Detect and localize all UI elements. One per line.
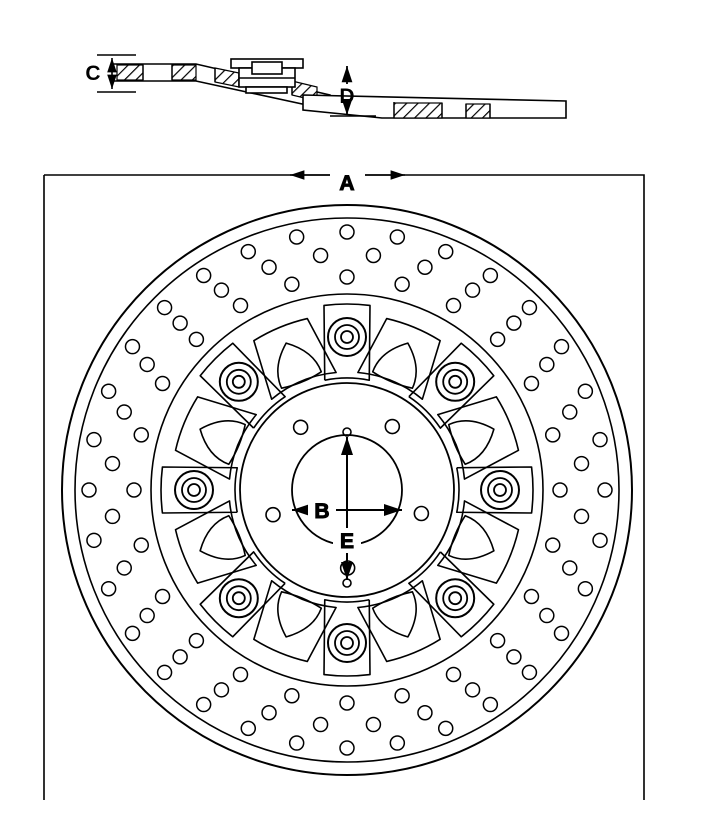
drill-hole xyxy=(507,316,521,330)
drill-hole xyxy=(340,225,354,239)
drill-hole xyxy=(197,268,211,282)
bobbin-hole xyxy=(233,592,245,604)
bobbin-hole xyxy=(188,484,200,496)
hub-mounting-hole xyxy=(414,506,428,520)
bobbin-hole xyxy=(341,331,353,343)
drill-hole xyxy=(578,582,592,596)
drill-hole xyxy=(466,283,480,297)
drill-hole xyxy=(140,609,154,623)
drill-hole xyxy=(491,332,505,346)
drill-hole xyxy=(140,357,154,371)
drill-hole xyxy=(102,582,116,596)
drill-hole xyxy=(134,428,148,442)
drill-hole xyxy=(241,245,255,259)
drill-hole xyxy=(575,509,589,523)
drill-hole xyxy=(555,626,569,640)
drill-hole xyxy=(390,230,404,244)
drill-hole xyxy=(158,301,172,315)
drill-hole xyxy=(234,299,248,313)
drill-hole xyxy=(105,457,119,471)
drill-hole xyxy=(262,260,276,274)
drill-hole xyxy=(546,428,560,442)
dimension-label-c: C xyxy=(85,62,101,85)
dimension-label-a: A xyxy=(339,172,355,195)
drill-hole xyxy=(285,689,299,703)
drill-hole xyxy=(156,590,170,604)
drill-hole xyxy=(189,332,203,346)
drill-hole xyxy=(117,405,131,419)
dimension-label-e: E xyxy=(339,530,355,553)
drill-hole xyxy=(290,230,304,244)
drill-hole xyxy=(439,245,453,259)
drill-hole xyxy=(390,736,404,750)
drill-hole xyxy=(125,626,139,640)
drill-hole xyxy=(439,721,453,735)
drill-hole xyxy=(395,277,409,291)
drill-hole xyxy=(285,277,299,291)
drill-hole xyxy=(491,634,505,648)
drill-hole xyxy=(117,561,131,575)
drill-hole xyxy=(262,706,276,720)
drill-hole xyxy=(546,538,560,552)
drill-hole xyxy=(593,533,607,547)
bobbin-hole xyxy=(341,637,353,649)
drill-hole xyxy=(483,268,497,282)
hub-mounting-hole xyxy=(294,420,308,434)
drill-hole xyxy=(418,706,432,720)
drill-hole xyxy=(105,509,119,523)
drill-hole xyxy=(340,696,354,710)
drill-hole xyxy=(598,483,612,497)
drill-hole xyxy=(563,561,577,575)
drill-hole xyxy=(418,260,432,274)
drill-hole xyxy=(522,301,536,315)
drill-hole xyxy=(447,299,461,313)
drill-hole xyxy=(483,698,497,712)
drill-hole xyxy=(173,316,187,330)
hub-mounting-hole xyxy=(385,420,399,434)
drill-hole xyxy=(575,457,589,471)
drill-hole xyxy=(540,357,554,371)
drill-hole xyxy=(524,590,538,604)
drill-hole xyxy=(214,283,228,297)
hub-mounting-hole xyxy=(266,508,280,522)
drill-hole xyxy=(102,384,116,398)
drill-hole xyxy=(340,741,354,755)
drill-hole xyxy=(214,683,228,697)
drill-hole xyxy=(156,377,170,391)
drill-hole xyxy=(87,433,101,447)
drill-hole xyxy=(314,718,328,732)
drill-hole xyxy=(553,483,567,497)
bobbin-hole xyxy=(449,376,461,388)
drill-hole xyxy=(197,698,211,712)
drill-hole xyxy=(540,609,554,623)
drill-hole xyxy=(578,384,592,398)
drill-hole xyxy=(173,650,187,664)
drill-hole xyxy=(87,533,101,547)
drill-hole xyxy=(290,736,304,750)
drill-hole xyxy=(524,377,538,391)
drill-hole xyxy=(507,650,521,664)
drill-hole xyxy=(158,665,172,679)
drill-hole xyxy=(563,405,577,419)
bobbin-hole xyxy=(494,484,506,496)
drill-hole xyxy=(234,667,248,681)
bobbin-hole xyxy=(233,376,245,388)
drill-hole xyxy=(395,689,409,703)
drill-hole xyxy=(466,683,480,697)
drill-hole xyxy=(127,483,141,497)
drill-hole xyxy=(241,721,255,735)
dimension-label-b: B xyxy=(314,500,330,523)
side-section-view xyxy=(97,55,566,118)
drill-hole xyxy=(125,340,139,354)
dimension-label-d: D xyxy=(339,85,355,108)
drill-hole xyxy=(340,270,354,284)
drill-hole xyxy=(447,667,461,681)
drill-hole xyxy=(522,665,536,679)
drill-hole xyxy=(366,718,380,732)
drill-hole xyxy=(189,634,203,648)
drill-hole xyxy=(555,340,569,354)
front-face-view xyxy=(44,168,644,800)
drill-hole xyxy=(366,248,380,262)
bobbin-hole xyxy=(449,592,461,604)
drill-hole xyxy=(134,538,148,552)
drill-hole xyxy=(82,483,96,497)
drill-hole xyxy=(593,433,607,447)
drill-hole xyxy=(314,248,328,262)
